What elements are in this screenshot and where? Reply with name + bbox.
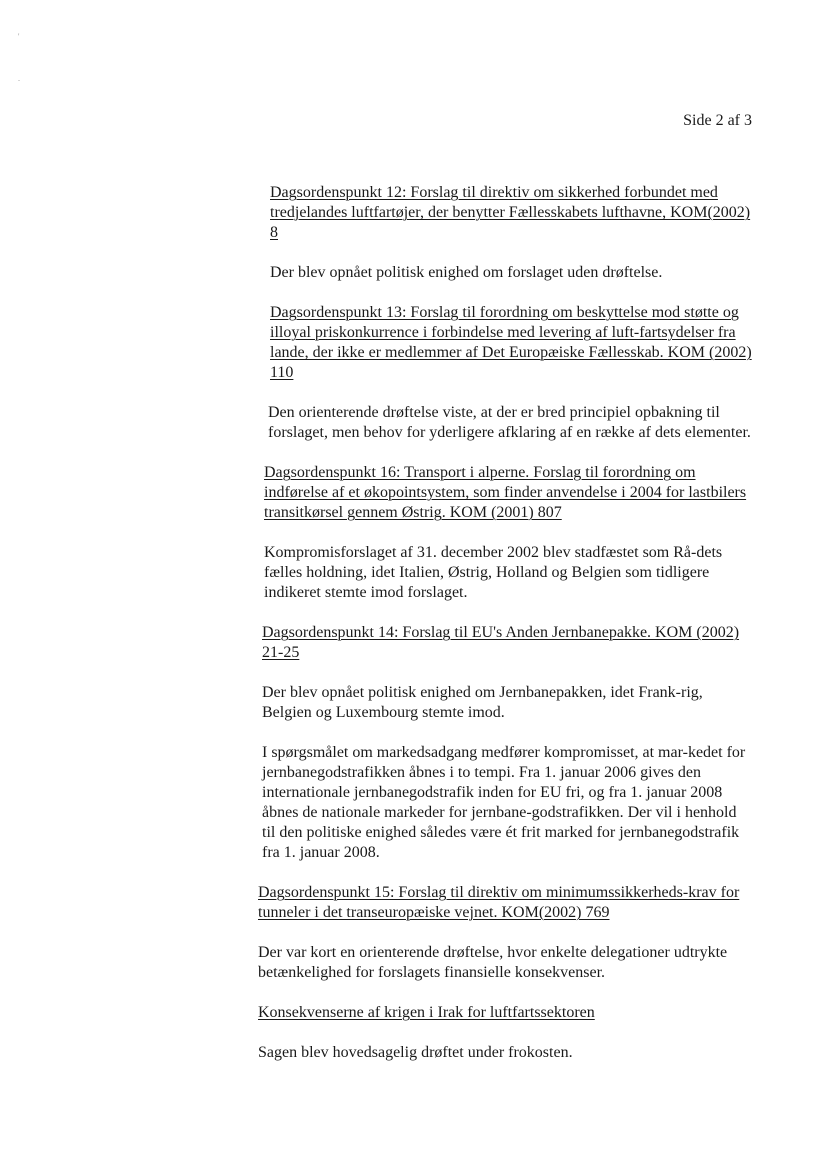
agenda-item-heading: Dagsordenspunkt 12: Forslag til direktiv om sikkerhed forbundet med tredjelandes luftfartøjer, der benytter Fællesskabets lufthavne, KOM(2002) 8 bbox=[270, 184, 751, 241]
agenda-item-text: Den orienterende drøftelse viste, at der er bred principiel opbakning til forslaget, men behov for yderligere afklaring af en række af dets elementer. bbox=[268, 404, 751, 441]
document-body bbox=[258, 183, 752, 1083]
agenda-item-text: Der blev opnået politisk enighed om forslaget uden drøftelse. bbox=[270, 264, 663, 281]
scan-mark: ' bbox=[18, 32, 20, 41]
section-heading: Konsekvenserne af krigen i Irak for luftfartssektoren bbox=[258, 1004, 595, 1021]
agenda-item-text: Der blev opnået politisk enighed om Jernbanepakken, idet Frank-rig, Belgien og Luxembourg stemte imod. bbox=[262, 684, 703, 721]
section-text: Sagen blev hovedsagelig drøftet under frokosten. bbox=[258, 1044, 573, 1061]
agenda-item-heading: Dagsordenspunkt 16: Transport i alperne. Forslag til forordning om indførelse af et økopointsystem, som finder anvendelse i 2004 for lastbilers transitkørsel gennem Østrig. KOM (2001) 807 bbox=[264, 464, 747, 521]
page-number: Side 2 af 3 bbox=[683, 112, 752, 129]
agenda-item-text: Kompromisforslaget af 31. december 2002 blev stadfæstet som Rå-dets fælles holdning, idet Italien, Østrig, Holland og Belgien som tidligere indikeret stemte imod forslaget. bbox=[264, 544, 723, 601]
scan-mark: . bbox=[18, 74, 20, 83]
agenda-item-heading: Dagsordenspunkt 15: Forslag til direktiv om minimumssikkerheds-krav for tunneler i det transeuropæiske vejnet. KOM(2002) 769 bbox=[258, 884, 740, 921]
agenda-item-heading: Dagsordenspunkt 13: Forslag til forordning om beskyttelse mod støtte og illoyal priskonkurrence i forbindelse med levering af luft-fartsydelser fra lande, der ikke er medlemmer af Det Europæiske Fællesskab. KOM (2002) 110 bbox=[270, 304, 752, 381]
agenda-item-text: I spørgsmålet om markedsadgang medfører kompromisset, at mar-kedet for jernbanegodstrafikken åbnes i to tempi. Fra 1. januar 2006 gives den internationale jernbanegodstrafik inden for EU fri, og fra 1. januar 2008 åbnes de nationale markeder for jernbane-godstrafikken. Der vil i henhold til den politiske enighed således være ét frit marked for jernbanegodstrafik fra 1. januar 2008. bbox=[262, 744, 746, 861]
agenda-item-heading: Dagsordenspunkt 14: Forslag til EU's Anden Jernbanepakke. KOM (2002) 21-25 bbox=[262, 624, 740, 661]
agenda-item-text: Der var kort en orienterende drøftelse, hvor enkelte delegationer udtrykte betænkelighed for forslagets finansielle konsekvenser. bbox=[258, 944, 728, 981]
